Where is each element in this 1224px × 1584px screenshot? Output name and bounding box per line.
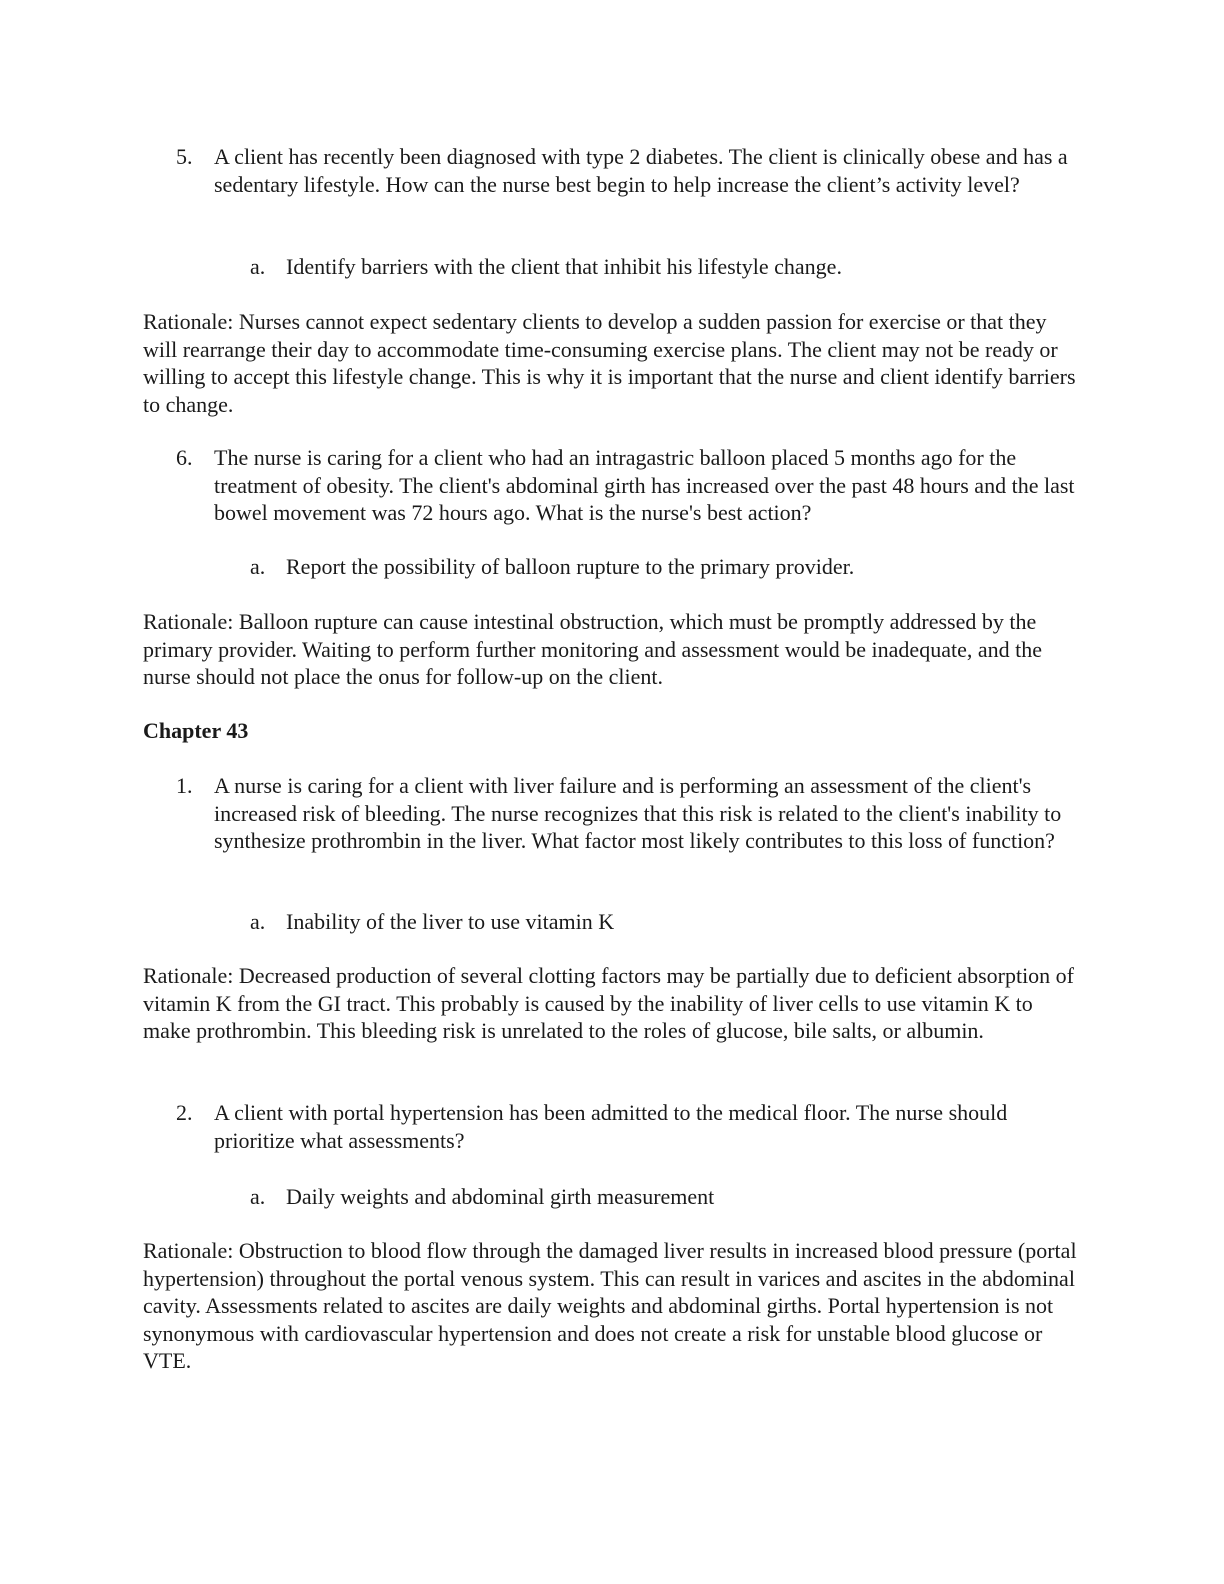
rationale-ch43-2: Rationale: Obstruction to blood flow through the damaged liver results in increased blood pressure (portal hypertension) throughout the portal venous system. This can result in varices and ascites in the abdominal cavity. Assessments related to ascites are daily weights and abdominal girths. Portal hypertension is not synonymous with cardiovascular hypertension and does not create a risk for unstable blood glucose or VTE. xyxy=(143,1238,1077,1373)
answer-letter: a. xyxy=(250,254,266,279)
question-text: A client with portal hypertension has been admitted to the medical floor. The nurse should prioritize what assessments? xyxy=(214,1100,1008,1153)
question-number: 6. xyxy=(176,445,193,470)
chapter-heading: Chapter 43 xyxy=(143,718,249,743)
answer-text: Identify barriers with the client that inhibit his lifestyle change. xyxy=(286,254,842,279)
answer-text: Inability of the liver to use vitamin K xyxy=(286,909,615,934)
question-5 xyxy=(176,143,1076,198)
answer-ch43-2 xyxy=(250,1183,1070,1211)
answer-6 xyxy=(250,553,1070,581)
rationale-ch43-1: Rationale: Decreased production of several clotting factors may be partially due to deficient absorption of vitamin K from the GI tract. This probably is caused by the inability of liver cells to use vitamin K to make prothrombin. This bleeding risk is unrelated to the roles of glucose, bile salts, or albumin. xyxy=(143,963,1075,1043)
answer-text: Report the possibility of balloon rupture to the primary provider. xyxy=(286,554,855,579)
rationale-6: Rationale: Balloon rupture can cause intestinal obstruction, which must be promptly addressed by the primary provider. Waiting to perform further monitoring and assessment would be inadequate, and the nurse should not place the onus for follow-up on the client. xyxy=(143,609,1042,689)
question-text: A nurse is caring for a client with liver failure and is performing an assessment of the client's increased risk of bleeding. The nurse recognizes that this risk is related to the client's inability to synthesize prothrombin in the liver. What factor most likely contributes to this loss of function? xyxy=(214,773,1062,853)
answer-text: Daily weights and abdominal girth measurement xyxy=(286,1184,715,1209)
rationale-5: Rationale: Nurses cannot expect sedentary clients to develop a sudden passion for exercise or that they will rearrange their day to accommodate time-consuming exercise plans. The client may not be ready or willing to accept this lifestyle change. This is why it is important that the nurse and client identify barriers to change. xyxy=(143,309,1076,417)
question-number: 1. xyxy=(176,773,193,798)
answer-ch43-1 xyxy=(250,908,1070,936)
question-text: A client has recently been diagnosed with type 2 diabetes. The client is clinically obese and has a sedentary lifestyle. How can the nurse best begin to help increase the client’s activity level? xyxy=(214,144,1068,197)
answer-letter: a. xyxy=(250,1184,266,1209)
question-ch43-1 xyxy=(176,772,1076,855)
question-text: The nurse is caring for a client who had an intragastric balloon placed 5 months ago for the treatment of obesity. The client's abdominal girth has increased over the past 48 hours and the last bowel movement was 72 hours ago. What is the nurse's best action? xyxy=(214,445,1075,525)
answer-5 xyxy=(250,253,1070,281)
question-ch43-2 xyxy=(176,1099,1076,1154)
question-number: 5. xyxy=(176,144,193,169)
answer-letter: a. xyxy=(250,554,266,579)
answer-letter: a. xyxy=(250,909,266,934)
question-6 xyxy=(176,444,1076,527)
question-number: 2. xyxy=(176,1100,193,1125)
